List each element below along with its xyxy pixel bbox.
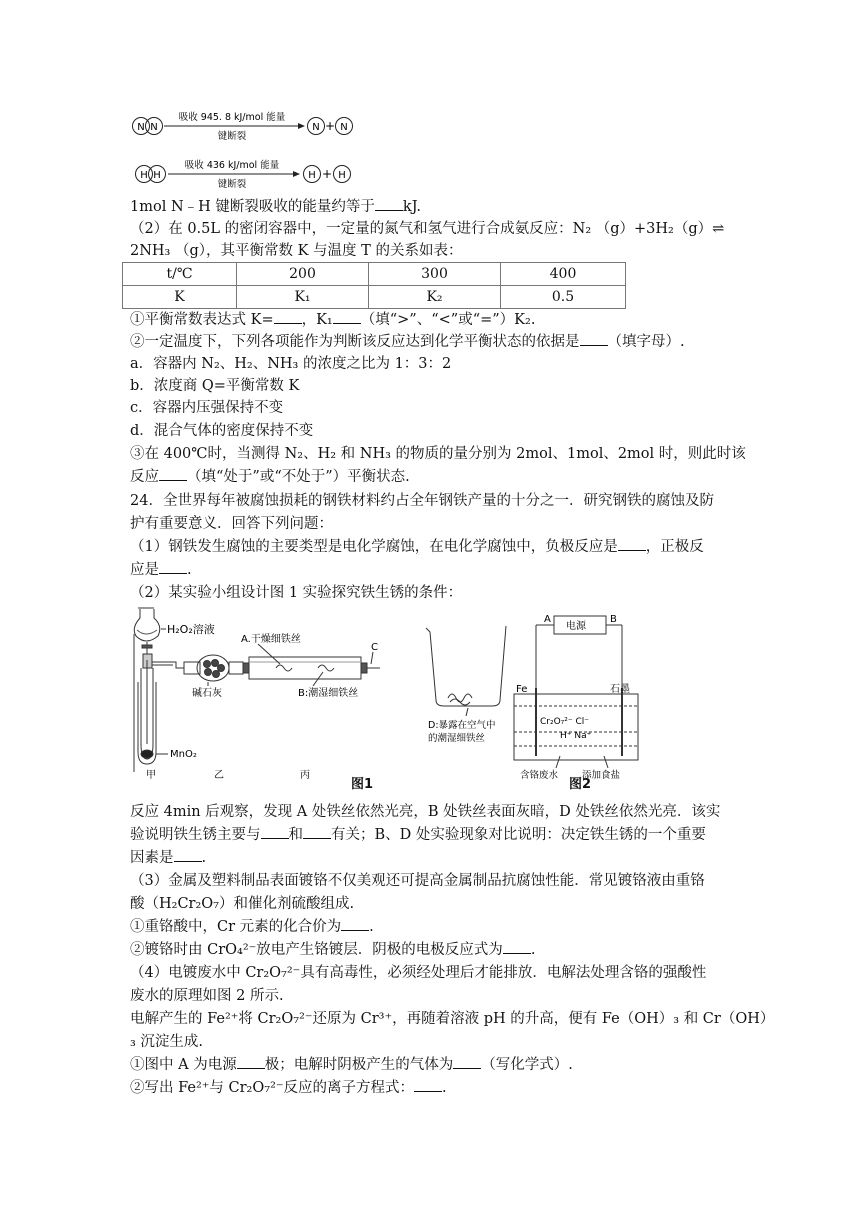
option-a: a．容器内 N₂、H₂、NH₃ 的浓度之比为 1：3：2 [130, 356, 452, 372]
waste-water-label: 含铬废水 [520, 770, 559, 781]
n2-bond-diagram [133, 111, 353, 142]
jia-label: 甲 [146, 770, 156, 781]
q23-sub3-line1: ③在 400℃时，当测得 N₂、H₂ 和 NH₃ 的物质的量分别为 2mol、1mol、2mol 时，则此时该 [130, 446, 746, 462]
answer-blank [453, 1054, 481, 1069]
d-label-line1: D:暴露在空气中 [428, 720, 496, 731]
equilibrium-constant-table [122, 262, 626, 309]
table-row [123, 286, 626, 309]
lime-label: 碱石灰 [192, 688, 222, 699]
q24-part3-sub1: ①重铬酸中，Cr 元素的化合价为 . [130, 916, 374, 938]
graphite-electrode-label: 石墨 [610, 684, 630, 695]
h2-bond-diagram [136, 159, 351, 190]
atom-label: N [150, 122, 158, 133]
table-cell: 300 [369, 263, 501, 286]
ions-label-1: Cr₂O₇²⁻ Cl⁻ [540, 717, 590, 727]
q23-sub1: ①平衡常数表达式 K= ，K₁ （填“>”、“<”或“=”）K₂. [130, 309, 535, 331]
terminal-b-label: B [610, 614, 617, 625]
reaction-flask-icon [138, 654, 156, 764]
table-cell: K [123, 286, 237, 309]
ions-label-2: H⁺ Na⁺ [560, 731, 592, 741]
q23-line1: 1mol N﹣H 键断裂吸收的能量约等于 kJ. [130, 196, 421, 218]
plus-sign: + [324, 119, 336, 133]
h2o2-label: H₂O₂溶液 [167, 623, 215, 636]
q24-part4-line2: 废水的原理如图 2 所示. [130, 988, 284, 1004]
answer-blank [580, 331, 608, 346]
figure-2-caption: 图2 [569, 777, 592, 792]
q23-part2-line2: 2NH₃ （g），其平衡常数 K 与温度 T 的关系如表： [130, 243, 463, 259]
answer-blank [414, 1077, 442, 1092]
option-d: d．混合气体的密度保持不变 [130, 423, 314, 439]
arrow-top-label: 吸收 436 kJ/mol 能量 [184, 160, 280, 171]
wire-a-label: A.干燥细铁丝 [241, 634, 301, 645]
table-cell: 0.5 [501, 286, 626, 309]
c-label: C [371, 642, 378, 653]
figure-2-electrolysis [500, 608, 648, 786]
glass-tube-icon [243, 657, 380, 679]
q24-part1-line2: 应是 . [130, 559, 192, 581]
terminal-a-label: A [544, 614, 551, 625]
bing-label: 丙 [300, 770, 310, 781]
answer-blank [159, 559, 187, 574]
arrow-bottom-label: 键断裂 [217, 179, 247, 190]
q24-part4-line4: ₃ 沉淀生成. [130, 1034, 204, 1050]
table-row [123, 263, 626, 286]
q23-part2-line1: （2）在 0.5L 的密闭容器中，一定量的氮气和氢气进行合成氨反应：N₂ （g）+3H₂（g）⇌ [130, 221, 725, 237]
table-cell: K₂ [369, 286, 501, 309]
atom-label: N [137, 122, 145, 133]
q24-intro-line1: 24．全世界每年被腐蚀损耗的钢铁材料约占全年钢铁产量的十分之一．研究钢铁的腐蚀及防 [130, 493, 714, 509]
q24-part3-line1: （3）金属及塑料制品表面镀铬不仅美观还可提高金属制品抗腐蚀性能．常见镀铬液由重铬 [130, 873, 705, 889]
q23-sub3-line2: 反应 （填“处于”或“不处于”）平衡状态. [130, 466, 410, 488]
figure-1-caption: 图1 [351, 777, 374, 792]
q24-part2: （2）某实验小组设计图 1 实验探究铁生锈的条件： [130, 585, 463, 601]
q24-part4-line1: （4）电镀废水中 Cr₂O₇²⁻具有高毒性，必须经处理后才能排放．电解法处理含铬的强酸性 [130, 965, 707, 981]
wire-b-label: B:潮湿细铁丝 [298, 688, 359, 699]
table-cell: t/℃ [123, 263, 237, 286]
atom-label: N [340, 122, 348, 133]
table-cell: 200 [237, 263, 369, 286]
atom-label: N [312, 122, 320, 133]
option-c: c．容器内压强保持不变 [130, 400, 284, 416]
drying-tube-icon [184, 655, 243, 681]
bond-energy-diagram [128, 108, 368, 190]
d-label-line2: 的潮湿细铁丝 [428, 733, 486, 744]
q24-part3-line2: 酸（H₂Cr₂O₇）和催化剂硫酸组成. [130, 896, 355, 912]
answer-blank [159, 466, 187, 481]
atom-label: H [338, 170, 346, 181]
answer-blank [618, 536, 646, 551]
atom-label: H [140, 170, 148, 181]
q24-part3-sub2: ②镀铬时由 CrO₄²⁻放电产生铬镀层．阴极的电极反应式为 . [130, 939, 535, 961]
arrow-top-label: 吸收 945. 8 kJ/mol 能量 [178, 112, 286, 123]
answer-blank [237, 1054, 265, 1069]
figure-1-apparatus [128, 604, 390, 782]
plus-sign: + [321, 167, 333, 181]
atom-label: H [153, 170, 161, 181]
q24-part4-line3: 电解产生的 Fe²⁺将 Cr₂O₇²⁻还原为 Cr³⁺，再随着溶液 pH 的升高，便有 Fe（OH）₃ 和 Cr（OH） [130, 1011, 775, 1027]
answer-blank [333, 309, 361, 324]
answer-blank [303, 824, 331, 839]
observation-line3: 因素是 . [130, 847, 206, 869]
answer-blank [261, 824, 289, 839]
separatory-funnel-icon [134, 608, 160, 654]
answer-blank [503, 939, 531, 954]
beaker-icon [426, 626, 506, 706]
observation-line1: 反应 4min 后观察，发现 A 处铁丝依然光亮，B 处铁丝表面灰暗，D 处铁丝依然光亮．该实 [130, 804, 721, 820]
yi-label: 乙 [214, 770, 224, 781]
option-b: b．浓度商 Q=平衡常数 K [130, 378, 300, 394]
add-salt-label: 添加食盐 [582, 770, 621, 781]
q23-sub2: ②一定温度下，下列各项能作为判断该反应达到化学平衡状态的依据是 （填字母）. [130, 331, 685, 353]
electrolytic-cell-icon [514, 694, 638, 760]
mno2-label: MnO₂ [170, 749, 197, 760]
answer-blank [375, 196, 403, 211]
q24-part4-sub1: ①图中 A 为电源 极；电解时阴极产生的气体为 （写化学式）. [130, 1054, 573, 1076]
answer-blank [274, 309, 302, 324]
q24-intro-line2: 护有重要意义．回答下列问题： [130, 516, 333, 532]
arrow-bottom-label: 键断裂 [217, 131, 247, 142]
q24-part4-sub2: ②写出 Fe²⁺与 Cr₂O₇²⁻反应的离子方程式： . [130, 1077, 447, 1099]
answer-blank [174, 847, 202, 862]
table-cell: K₁ [237, 286, 369, 309]
answer-blank [341, 916, 369, 931]
q24-part1-line1: （1）钢铁发生腐蚀的主要类型是电化学腐蚀，在电化学腐蚀中，负极反应是 ，正极反 [130, 536, 704, 558]
atom-label: H [308, 170, 316, 181]
observation-line2: 验说明铁生锈主要与 和 有关；B、D 处实验现象对比说明：决定铁生锈的一个重要 [130, 824, 706, 846]
table-cell: 400 [501, 263, 626, 286]
fe-electrode-label: Fe [516, 684, 528, 695]
power-label: 电源 [566, 621, 586, 632]
